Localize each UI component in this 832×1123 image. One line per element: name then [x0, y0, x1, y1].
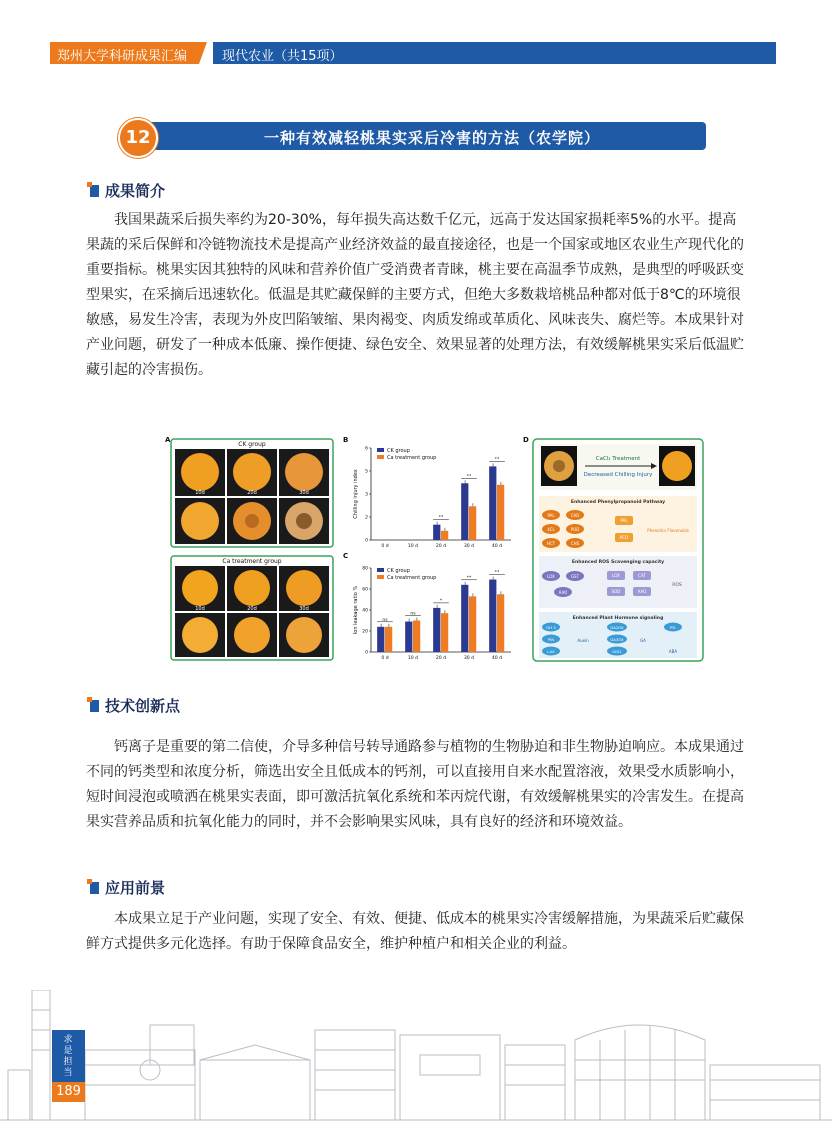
panelC-label: C	[343, 552, 349, 560]
chart0-bar	[433, 525, 440, 540]
chart1-legend-swatch	[377, 568, 384, 572]
chart1-sig-label: ns	[410, 611, 416, 617]
chart-chilling-injury	[353, 446, 511, 550]
panelD-result: Decreased Chilling Injury	[583, 472, 653, 478]
section-marker-icon	[90, 700, 99, 712]
panelA-ca-day-3: 30d	[299, 606, 309, 612]
gene-lox: LOX	[547, 574, 555, 579]
chart0-legend-label: CK group	[387, 448, 410, 454]
panelD-label: D	[523, 436, 529, 444]
section-heading-text: 技术创新点	[105, 697, 181, 715]
chart1-ytick-label: 0	[365, 650, 368, 656]
hormone-ga: GA	[640, 638, 646, 643]
panelA-ca-day-2: 20d	[247, 606, 257, 612]
chart0-sig-label: **	[466, 474, 472, 480]
gene-pod: POD	[570, 527, 580, 532]
chart0-bar	[441, 531, 448, 540]
chart1-sig-label: ns	[382, 617, 388, 623]
footer-tag-text: 求是担当	[63, 1035, 73, 1078]
chart0-xtick-label: 0 d	[381, 544, 389, 549]
chart0-legend-swatch	[377, 448, 384, 452]
chart0-ytick-label: 0	[365, 538, 368, 544]
panelA-ck-title: CK group	[238, 441, 266, 448]
gene-cad: CAD	[570, 513, 580, 518]
chart1-bar	[469, 596, 476, 652]
gene-sod: SOD	[611, 589, 621, 594]
chart1-bar	[461, 585, 468, 652]
chart0-ytick-label: 6	[365, 446, 368, 452]
gene-pin: PIN	[547, 637, 555, 642]
gene-pco: PCO	[619, 535, 629, 540]
chart0-xtick-label: 10 d	[407, 544, 419, 549]
chart0-sig-label: **	[494, 457, 500, 463]
panelA-label: A	[165, 436, 171, 444]
gene-hct: HCT	[546, 541, 556, 546]
section-heading-innovation	[90, 695, 180, 716]
chart0-ytick-label: 5	[365, 469, 368, 475]
chart1-bar	[441, 613, 448, 652]
chart1-xtick-label: 10 d	[407, 656, 419, 661]
results-figure	[165, 436, 705, 664]
chart1-bar	[405, 622, 412, 652]
panelD-treatment: CaCl₂ Treatment	[595, 456, 641, 462]
gene-pal: PAL	[547, 513, 555, 518]
panelA-ca-day-1: 10d	[195, 606, 205, 612]
chart0-sig-label: **	[438, 515, 444, 521]
panelB-label: B	[343, 436, 349, 444]
section-marker-icon	[90, 882, 99, 894]
chart1-ytick-label: 20	[362, 629, 368, 635]
chart1-sig-label: **	[466, 575, 472, 581]
hormone-aba: ABA	[668, 649, 678, 654]
hormone-auxin: Auxin	[577, 638, 589, 643]
chart1-bar	[489, 580, 496, 652]
chart1-xtick-label: 0 d	[381, 656, 389, 661]
title-number: 12	[118, 118, 158, 158]
panelA-ck-day-1: 10d	[195, 490, 205, 496]
chart0-xtick-label: 30 d	[463, 544, 475, 549]
header-left-title: 郑州大学科研成果汇编	[57, 49, 188, 64]
gene-gh3: GH 3	[546, 625, 556, 630]
chart1-xtick-label: 20 d	[435, 656, 447, 661]
chart1-ylabel: Ion leakage ratio %	[353, 585, 359, 635]
footer-skyline	[0, 990, 832, 1123]
header-right-title: 现代农业（共15项）	[222, 49, 343, 64]
gene-cat: CAT	[638, 573, 646, 578]
panelA-ck-day-3: 30d	[299, 490, 309, 496]
chart1-bar	[433, 608, 440, 652]
chart1-bar	[385, 627, 392, 652]
chart1-ytick-label: 60	[362, 587, 368, 593]
chart1-sig-label: *	[439, 598, 443, 604]
gene-pyl: PYL	[669, 625, 677, 630]
chart1-ytick-label: 80	[362, 566, 368, 572]
section-text-innovation: 钙离子是重要的第二信使，介导多种信号转导通路参与植物的生物胁迫和非生物胁迫响应。本成果通过不同的钙类型和浓度分析，筛选出安全且低成本的钙剂，可以直接用自来水配置溶液，效果受水质影响小，短时间浸泡或喷洒在桃果实表面，即可激活抗氧化系统和苯丙烷代谢，有效缓解桃果实的冷害发生。在提高果实营养品质和抗氧化能力的同时，并不会影响果实风味，具有良好的经济和环境效益。	[86, 739, 744, 830]
chart0-bar	[469, 506, 476, 540]
chart1-legend-label: Ca treatment group	[387, 575, 437, 581]
chart0-ytick-label: 3	[365, 492, 368, 498]
chart0-ylabel: Chilling injury index	[353, 469, 359, 519]
title-bar	[118, 120, 708, 152]
section-text-prospects: 本成果立足于产业问题，实现了安全、有效、便捷、低成本的桃果实冷害缓解措施，为果蔬采后贮藏保鲜方式提供多元化选择。有助于保障食品安全，维护种植户和相关企业的利益。	[86, 911, 744, 952]
panelD-box1-out: Phenolics Flavonoids	[647, 528, 689, 533]
chart0-xtick-label: 40 d	[491, 544, 503, 549]
page-header	[50, 42, 776, 64]
panelD-box3-title: Enhanced Plant Hormone signaling	[572, 616, 664, 621]
panelA-ck-day-2: 20d	[247, 490, 257, 496]
chart0-ytick-label: 2	[365, 515, 368, 521]
gene-lax: LAX	[547, 649, 555, 654]
gene-pal-mid: PAL	[620, 518, 628, 523]
section-heading-intro	[90, 180, 165, 201]
page-title: 一种有效减轻桃果实采后冷害的方法（农学院）	[263, 129, 600, 147]
gene-gst: GST	[570, 574, 580, 579]
gene-aao-2: AAO	[637, 589, 647, 594]
chart0-xtick-label: 20 d	[435, 544, 447, 549]
chart0-legend-swatch	[377, 455, 384, 459]
chart1-bar	[413, 621, 420, 653]
section-marker-icon	[90, 185, 99, 197]
chart0-bar	[461, 483, 468, 540]
section-text-intro: 我国果蔬采后损失率约为20-30%，每年损失高达数千亿元，远高于发达国家损耗率5%的水平。提高果蔬的采后保鲜和冷链物流技术是提高产业经济效益的最直接途径，也是一个国家或地区农业生产现代化的重要指标。桃果实因其独特的风味和营养价值广受消费者青睐，桃主要在高温季节成熟，是典型的呼吸跃变型果实，在采摘后迅速软化。低温是其贮藏保鲜的主要方式，但绝大多数栽培桃品种都对低于8℃的环境很敏感，易发生冷害，表现为外皮凹陷皱缩、果肉褐变、肉质发绵或革质化、风味丧失、腐烂等。本成果针对产业问题，研发了一种成本低廉、操作便捷、绿色安全、效果显著的处理方法，有效缓解桃果实采后低温贮藏引起的冷害损伤。	[86, 212, 744, 378]
chart1-bar	[377, 627, 384, 652]
gene-chs: CHS	[570, 541, 580, 546]
chart0-bar	[489, 466, 496, 540]
chart1-legend-swatch	[377, 575, 384, 579]
panelD-box2-title: Enhanced ROS Scavenging capacity	[571, 560, 665, 565]
panelD-box2-out: ROS	[672, 583, 682, 588]
gene-ga2ox: GA2OX	[610, 625, 624, 630]
gene-4cl: 4CL	[547, 527, 555, 532]
chart0-legend-label: Ca treatment group	[387, 455, 437, 461]
page-number: 189	[52, 1082, 85, 1102]
gene-aao: AAO	[558, 590, 568, 595]
chart1-xtick-label: 30 d	[463, 656, 475, 661]
section-heading-prospects	[90, 877, 165, 898]
panelA-ca-title: Ca treatment group	[222, 558, 282, 565]
chart1-xtick-label: 40 d	[491, 656, 503, 661]
chart-ion-leakage	[353, 566, 511, 662]
chart1-sig-label: **	[494, 570, 500, 576]
chart1-ytick-label: 40	[362, 608, 368, 614]
section-heading-text: 成果简介	[105, 182, 166, 200]
gene-ga3ox: GA3OX	[610, 637, 624, 642]
chart1-legend-label: CK group	[387, 568, 410, 574]
section-heading-text: 应用前景	[105, 879, 166, 897]
figure-svg	[165, 436, 705, 664]
chart0-bar	[497, 485, 504, 540]
chart1-bar	[497, 594, 504, 652]
gene-lox-2: LOX	[612, 573, 620, 578]
gene-gid1: GID1	[612, 649, 622, 654]
panelD-box1-title: Enhanced Phenylpropanoid Pathway	[570, 500, 666, 505]
